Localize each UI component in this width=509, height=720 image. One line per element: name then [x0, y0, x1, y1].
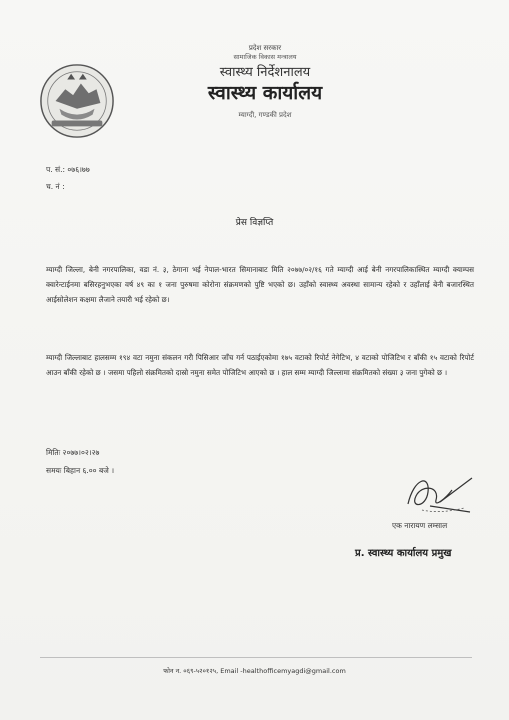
- press-release-title: प्रेस विज्ञप्ति: [235, 218, 274, 228]
- office-letterhead: [150, 44, 380, 121]
- handwritten-signature: [400, 468, 480, 518]
- footer-contact: फोन न. ०६९-५२०१२५, Email -healthofficemyagdi@gmail.com: [163, 667, 346, 675]
- body-paragraph-1: म्याग्दी जिल्ला, बेनी नगरपालिका, वडा नं. ३, ठेगाना भई नेपाल-भारत सिमानाबाट मिति २०७७/०२/१६ गते म्याग्दी आई बेनी नगरपालिकास्थित म्याग्दी क्याम्पस क्वारेन्टाईनमा बसिरहनुभएका वर्ष ४९ का १ जना पुरुषमा कोरोना संक्रमणको पुष्टि भएको छ। उहाँको स्वास्थ्य अवस्था सामान्य रहेको र उहाँलाई बेनी बजारस्थित आईसोलेशन कक्षमा लैजाने तयारी भई रहेको छ।: [46, 265, 474, 304]
- letterhead-directorate: स्वास्थ्य निर्देशनालय: [219, 65, 311, 80]
- letterhead-government: प्रदेश सरकार: [248, 44, 282, 52]
- reference-number: प. सं.: ०७६।७७: [46, 165, 90, 174]
- dispatch-number: च. नं :: [46, 182, 65, 191]
- footer-divider: [40, 657, 472, 658]
- release-date: मितिः २०७७।०२।२७: [46, 448, 100, 457]
- body-paragraph-2: म्याग्दी जिल्लाबाट हालसम्म १९४ वटा नमुना संकलन गरी पिसिआर जाँच गर्न पठाईएकोमा १७५ वटाको रिपोर्ट नेगेटिभ, ४ वटाको पोजिटिभ र बाँकी १५ वटाको रिपोर्ट आउन बाँकी रहेको छ । जसमा पहिलो संक्रमितको दास्रो नमुना समेत पोजिटिभ आएको छ । हाल सम्म म्याग्दी जिल्लामा संक्रमितको संख्या ३ जना पुगेको छ ।: [46, 353, 474, 377]
- nepal-emblem-icon: [38, 62, 116, 140]
- letterhead-location: म्याग्दी, गण्डकी प्रदेश: [238, 111, 292, 119]
- signatory-title: प्र. स्वास्थ्य कार्यालय प्रमुख: [355, 548, 452, 559]
- letterhead-ministry: सामाजिक विकास मन्त्रालय: [233, 53, 297, 61]
- release-time: समयः बिहान ६.०० बजे ।: [46, 466, 115, 475]
- signatory-name: एक नारायण लम्साल: [392, 521, 448, 530]
- letterhead-office: स्वास्थ्य कार्यालय: [207, 82, 323, 104]
